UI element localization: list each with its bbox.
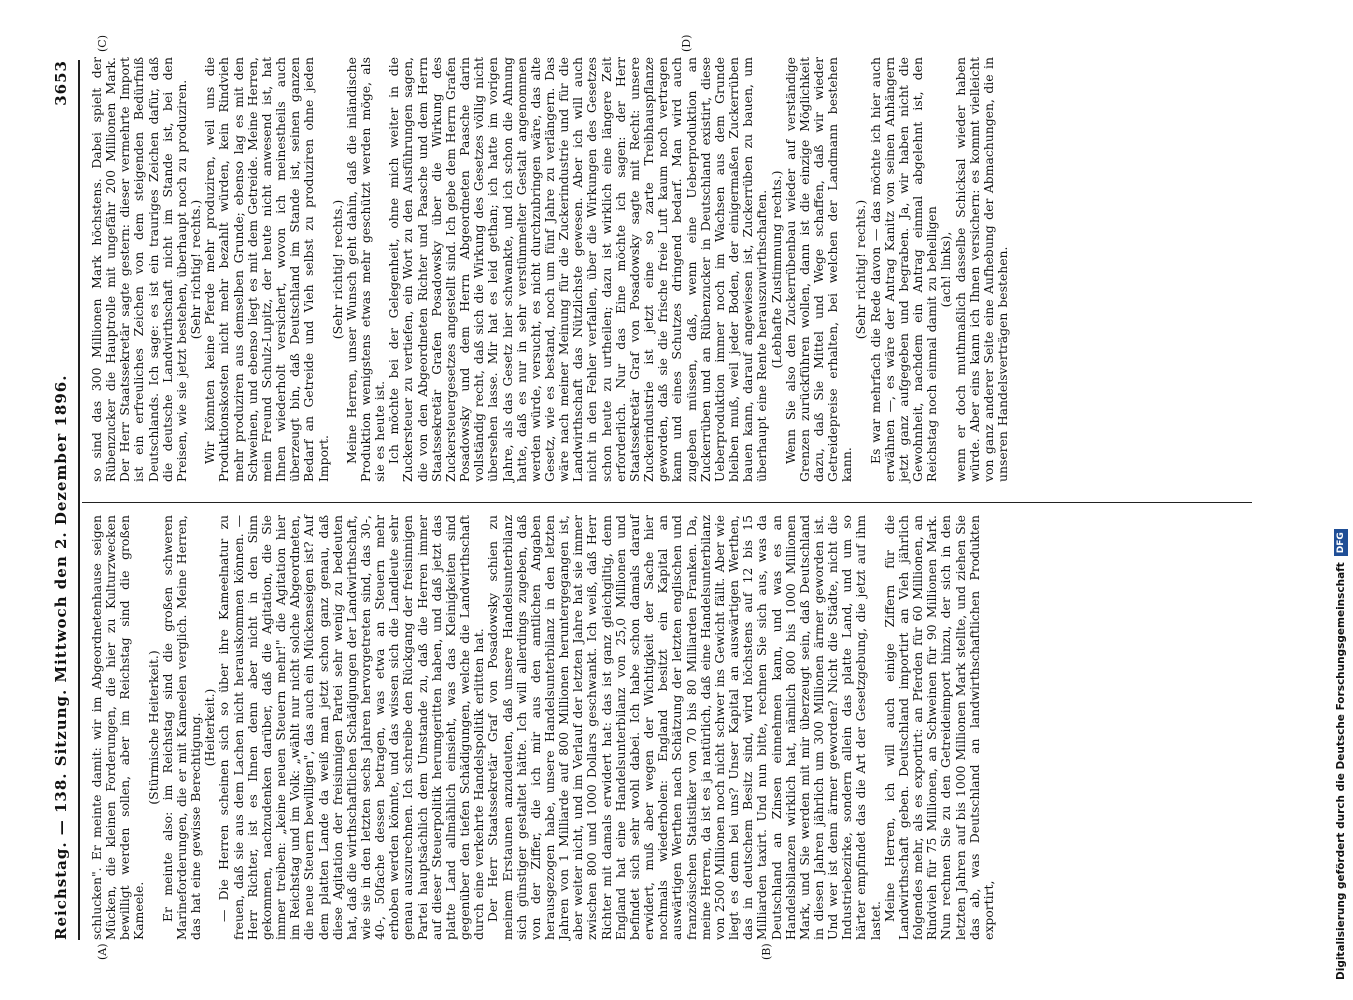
paragraph: Wenn Sie also den Zuckerrübenbau wieder auf verständige Grenzen zurückführen wollen, dann ist die einzige Möglichkeit dazu, daß Sie Mittel und Wege schaffen, daß wir wieder Getreidepreise erhalten, bei welchen der Landmann bestehen kann. bbox=[782, 57, 855, 482]
paragraph: Es war mehrfach die Rede davon — das möchte ich hier auch erwähnen —, es wäre der Antrag Kanitz von seinen Anhängern jetzt ganz aufgegeben und begraben. Ja, wir haben nicht die Gewohnheit, nachdem ein Antrag einmal abgelehnt ist, den Reichstag noch einmal damit zu behelligen bbox=[867, 57, 940, 482]
margin-marker-d: (D) bbox=[680, 34, 693, 52]
interjection: (Lebhafte Zustimmung rechts.) bbox=[768, 170, 784, 369]
interjection: (Stürmische Heiterkeit.) bbox=[145, 650, 161, 805]
page-number: 3653 bbox=[52, 60, 70, 106]
header-rule bbox=[78, 60, 80, 940]
dfg-logo: DFG bbox=[1334, 529, 1348, 556]
margin-marker-a: (A) bbox=[96, 943, 109, 960]
paragraph: Meine Herren, ich will auch einige Ziffern für die Landwirthschaft geben. Deutschland importirt an Vieh jährlich folgendes mehr, als es exportirt: an Pferden für 60 Millionen, an Rindvieh für 75 Millionen, an Schweinen für 90 Millionen Mark. Nun rechnen Sie zu den Getreideimport hinzu, der sich in den letzten Jahren auf bis 1000 Millionen Mark stellte, und ziehen Sie das ab, was Deutschland an landwirthschaftlichen Produkten exportirt, bbox=[881, 515, 996, 940]
paragraph: Meine Herren, unser Wunsch geht dahin, daß die inländische Produktion wenigstens etwas mehr geschützt werden möge, als sie es heute ist. bbox=[343, 57, 388, 482]
header-title: Reichstag. — 138. Sitzung. Mittwoch den 2. Dezember 1896. bbox=[52, 374, 70, 940]
column-divider bbox=[82, 502, 1252, 503]
interjection: (ach! links), bbox=[938, 231, 954, 308]
right-text-column bbox=[90, 57, 1010, 482]
paragraph: Ich möchte bei der Gelegenheit, ohne mich weiter in die Zuckersteuer zu vertiefen, ein Wort zu den Ausführungen sagen, die von den Abgeordneten Richter und Paasche und dem Herrn Staatssekretär Grafen Posadowsky über die Wirkung des Zuckersteuergesetzes angestellt sind. Ich gebe dem Herrn Grafen Posadowsky und dem Herrn Abgeordneten Paasche darin vollständig recht, daß sich die Wirkung des Gesetzes völlig nicht übersehen lasse. Mir hat es leid gethan; ich hatte im vorigen Jahre, als das Gesetz hier schwankte, und ich schon die Ahnung hatte, daß es nur in sehr verstümmelter Gestalt angenommen werden würde, versucht, es nicht durchzubringen wäre, das alte Gesetz, wie es bestand, noch um fünf Jahre zu verlängern. Das wäre nach meiner Meinung für die Zuckerindustrie und für die Landwirthschaft das Nützlichste gewesen. Aber ich will auch nicht in den Fehler verfallen, über die Wirkungen des Gesetzes schon heute zu urtheilen; dazu ist wirklich eine längere Zeit erforderlich. Nur das Eine möchte ich sagen: der Herr Staatssekretär Graf von Posadowsky sagte mit Recht: unsere Zuckerindustrie ist jetzt eine so zarte Treibhauspflanze geworden, daß sie die frische freie Luft kaum noch vertragen kann und eines Schutzes dringend bedarf. Man wird auch zugeben müssen, daß, wenn eine Ueberproduktion an Zuckerrüben und an Rübenzucker in Deutschland existirt, diese Ueberproduktion immer noch im Wachsen aus dem Grunde bleiben muß, weil jeder Boden, der einigermaßen Zuckerrüben bauen kann, darauf angewiesen ist, Zuckerrüben zu bauen, um überhaupt eine Rente herauszuwirthschaften. bbox=[386, 57, 770, 482]
paragraph: Er meinte also: im Reichstag sind die großen schweren Marineforderungen, die er mit Kameelen verglich. Meine Herren, das hat eine gewisse Berechtigung. bbox=[159, 515, 204, 940]
margin-marker-b: (B) bbox=[760, 943, 773, 960]
paragraph: schlucken". Er meinte damit: wir im Abgeordnetenhause seigen Mücken, die kleinen Forderungen, die hier zu Kulturzwecken bewilligt werden sollen, aber im Reichstag sind die großen Kameele. bbox=[89, 515, 147, 940]
left-text-column bbox=[90, 515, 996, 940]
page-header bbox=[52, 60, 78, 940]
interjection: (Sehr richtig! rechts.) bbox=[853, 199, 869, 340]
interjection: (Heiterkeit.) bbox=[202, 688, 218, 767]
interjection: (Sehr richtig! rechts.) bbox=[329, 199, 345, 340]
credit-text: Digitalisierung gefördert durch die Deutsche Forschungsgemeinschaft bbox=[1335, 562, 1347, 980]
paragraph: Der Herr Staatssekretär Graf von Posadowsky schien zu meinem Erstaunen anzudeuten, daß unsere Handelsunterbilanz sich günstiger gestaltet hätte. Ich will allerdings zugeben, daß von der Ziffer, die ich mir aus den amtlichen Angaben herausgezogen habe, unsere Handelsunterbilanz in den letzten Jahren von 1 Milliarde auf 800 Millionen heruntergegangen ist, aber weiter nicht, und im Verlauf der letzten Jahre hat sie immer zwischen 800 und 1000 Dollars geschwankt. Ich weiß, daß Herr Richter mit damals erwidert hat: das ist ganz gleichgiltig, denn England hat eine Handelsunterbilanz von 25,0 Millionen und befindet sich sehr wohl dabei. Ich habe schon damals darauf erwidert, muß aber wegen der Wichtigkeit der Sache hier nochmals wiederholen: England besitzt ein Kapital an auswärtigen Werthen nach Schätzung der letzten englischen und französischen Statistiker von 70 bis 80 Milliarden Franken. Da, meine Herren, da ist es ja natürlich, daß eine Handelsunterbilanz von 2500 Millionen noch nicht schwer ins Gewicht fällt. Aber wie liegt es denn bei uns? Unser Kapital an auswärtigen Werthen, das in deutschem Besitz sind, wird höchstens auf 12 bis 15 Milliarden taxirt. Und nun bitte, rechnen Sie sich aus, was da Deutschland an Zinsen einnehmen kann, und was es an Handelsbilanzen wirklich hat, nämlich 800 bis 1000 Millionen Mark, und Sie werden mit mir überzeugt sein, daß Deutschland in diesen Jahren jährlich um 300 Millionen ärmer geworden ist. Und wer ist denn ärmer geworden? Nicht die Städte, nicht die Industriebezirke, sondern allein das platte Land, und um so härter empfindet das die Art der Gesetzgebung, die jetzt auf ihm lastet. bbox=[485, 515, 883, 940]
paragraph: Wir könnten keine Pferde mehr produziren, weil uns die Produktionskosten nicht mehr bezahlt würden, kein Rindvieh mehr produziren aus demselben Grunde; ebenso lag es mit den Schweinen, und ebenso liegt es mit dem Getreide. Meine Herren, mein Freund Schulz-Lupitz, der heute nicht anwesend ist, hat Ihnen wiederholt versichert, wovon ich meinestheils auch überzeugt bin, daß Deutschland im Stande ist, seinen ganzen Bedarf an Getreide und Vieh selbst zu produziren ohne jeden Import. bbox=[202, 57, 331, 482]
digitization-credit bbox=[1328, 80, 1353, 980]
paragraph: so sind das 300 Millionen Mark höchstens. Dabei spielt der Rübenzucker die Hauptrolle mit ungefähr 200 Millionen Mark. Der Herr Staatssekretär sagte gestern: dieser vermehrte Import ist ein erfreuliches Zeichen von dem steigenden Bedürfniß Deutschlands. Ich sage: es ist ein trauriges Zeichen dafür, daß die deutsche Landwirthschaft nicht im Stande ist, bei den Preisen, wie sie jetzt bestehen, überhaupt noch zu produziren. bbox=[89, 57, 189, 482]
margin-marker-c: (C) bbox=[96, 35, 109, 52]
paragraph: — Die Herren scheinen sich so über ihre Kameelnatur zu freuen, daß sie aus dem Lachen nicht herauskommen können. — Herr Richter, ist es Ihnen denn aber nicht in den Sinn gekommen, nachzudenken darüber, daß die Agitation, die Sie immer treiben: „keine neuen Steuern mehr!" die Agitation hier im Reichstag und im Volk: „wählt nur nicht solche Abgeordneten, die neue Steuern bewilligen", das auch ein Mückenseigen ist? Auf dem platten Lande da weiß man jetzt schon ganz genau, daß diese Agitation der freisinnigen Partei sehr wenig zu bedeuten hat, daß die wirthschaftlichen Schädigungen der Landwirthschaft, wie sie in den letzten sechs Jahren hervorgetreten sind, das 30-, 40-, 50fache dessen betragen, was etwa an Steuern mehr erhoben werden könnte, und das wissen sich die Landleute sehr genau auszurechnen. Ich schreibe den Rückgang der freisinnigen Partei hauptsächlich dem Umstande zu, daß die Herren immer auf dieser Steuerpolitik herumgeritten haben, und daß jetzt das platte Land allmählich einsieht, was das Kleinigkeiten sind gegenüber den tiefen Schädigungen, welche die Landwirthschaft durch eine verkehrte Handelspolitik erlitten hat. bbox=[216, 515, 487, 940]
paragraph: wenn er doch muthmaßlich dasselbe Schicksal wieder haben würde. Aber eins kann ich Ihnen versichern: es kommt vielleicht von ganz anderer Seite eine Aufhebung der Abmachungen, die in unseren Handelsverträgen bestehen. bbox=[952, 57, 1010, 482]
interjection: (Sehr richtig! rechts.) bbox=[188, 199, 204, 340]
